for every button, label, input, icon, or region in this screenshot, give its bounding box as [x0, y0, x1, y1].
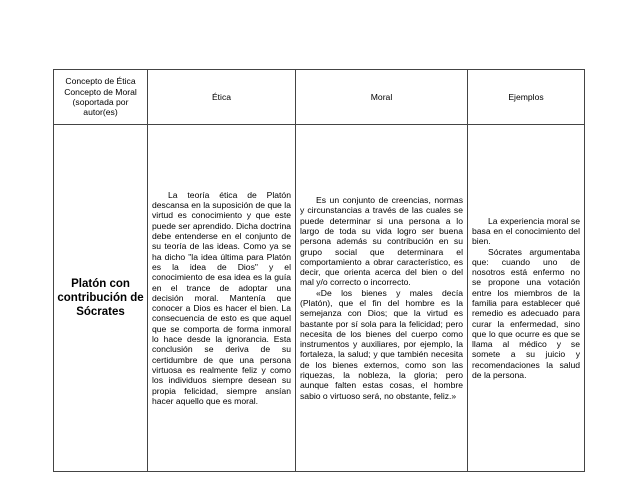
moral-cell: [296, 125, 468, 472]
table-row: [54, 125, 585, 472]
author-line: contribución de: [57, 292, 144, 304]
concept-header-line: autor(es): [83, 107, 118, 118]
author-line: Platón con: [71, 278, 130, 290]
ejemplos-paragraph: Sócrates argumentaba que: cuando uno de nosotros está enfermo no se propone una votación entre los miembros de la familia para establecer qué remedio es adecuado para curar la enfermedad, sino que lo que ocurre es que se llama al médico y se somete a su juicio y recomendaciones la salud de la persona.: [472, 246, 580, 381]
ejemplos-cell: [468, 125, 585, 472]
concept-header-line: Concepto de Moral: [64, 86, 137, 97]
author-cell: [54, 125, 148, 472]
concepts-table: [53, 69, 585, 472]
concept-header-line: Concepto de Ética: [65, 76, 136, 87]
concept-header-cell: [54, 70, 148, 125]
etica-cell: [148, 125, 296, 472]
etica-text: La teoría ética de Platón descansa en la suposición de que la virtud es conocimiento y que este puede ser aprendido. Dicha doctrina debe entenderse en el conjunto de su teoría de las ideas. Como ya se ha dicho "la idea última para Platón es la idea de Dios" y el conocimiento de esa idea es la guía en el trance de adoptar una decisión moral. Mantenía que conocer a Dios es hacer el bien. La consecuencia de esto es que aquel que se comporta de forma inmoral lo hace desde la ignorancia. Esta conclusión se deriva de su certidumbre de que una persona virtuosa es realmente feliz y como los individuos siempre desean su propia felicidad, siempre ansían hacer aquello que es moral.: [152, 189, 291, 406]
table-header-row: [54, 70, 585, 125]
moral-paragraph: «De los bienes y males decía (Platón), que el fin del hombre es la semejanza con Dios; que la virtud es bastante por sí sola para la felicidad; pero necesita de los bienes del cuerpo como instrumentos y auxiliares, por ejemplo, la fortaleza, la salud; y que también necesita de los bienes externos, como son las riquezas, la nobleza, la gloria; pero aunque falten estas cosas, el hombre sabio o virtuoso será, no obstante, feliz.»: [300, 287, 463, 401]
ejemplos-paragraph: La experiencia moral se basa en el conocimiento del bien.: [472, 215, 580, 247]
etica-header: Ética: [148, 70, 296, 125]
concept-header-line: (soportada por: [72, 97, 129, 107]
moral-header: Moral: [296, 70, 468, 125]
moral-paragraph: Es un conjunto de creencias, normas y circunstancias a través de las cuales se puede determinar si una persona a lo largo de toda su vida logro ser buena persona además su contribución en su grupo social que determinara el comportamiento a obrar característico, es decir, que orienta acerca del bien o del mal y/o correcto o incorrecto.: [300, 195, 463, 288]
ejemplos-header: Ejemplos: [468, 70, 585, 125]
author-line: Sócrates: [76, 306, 125, 318]
